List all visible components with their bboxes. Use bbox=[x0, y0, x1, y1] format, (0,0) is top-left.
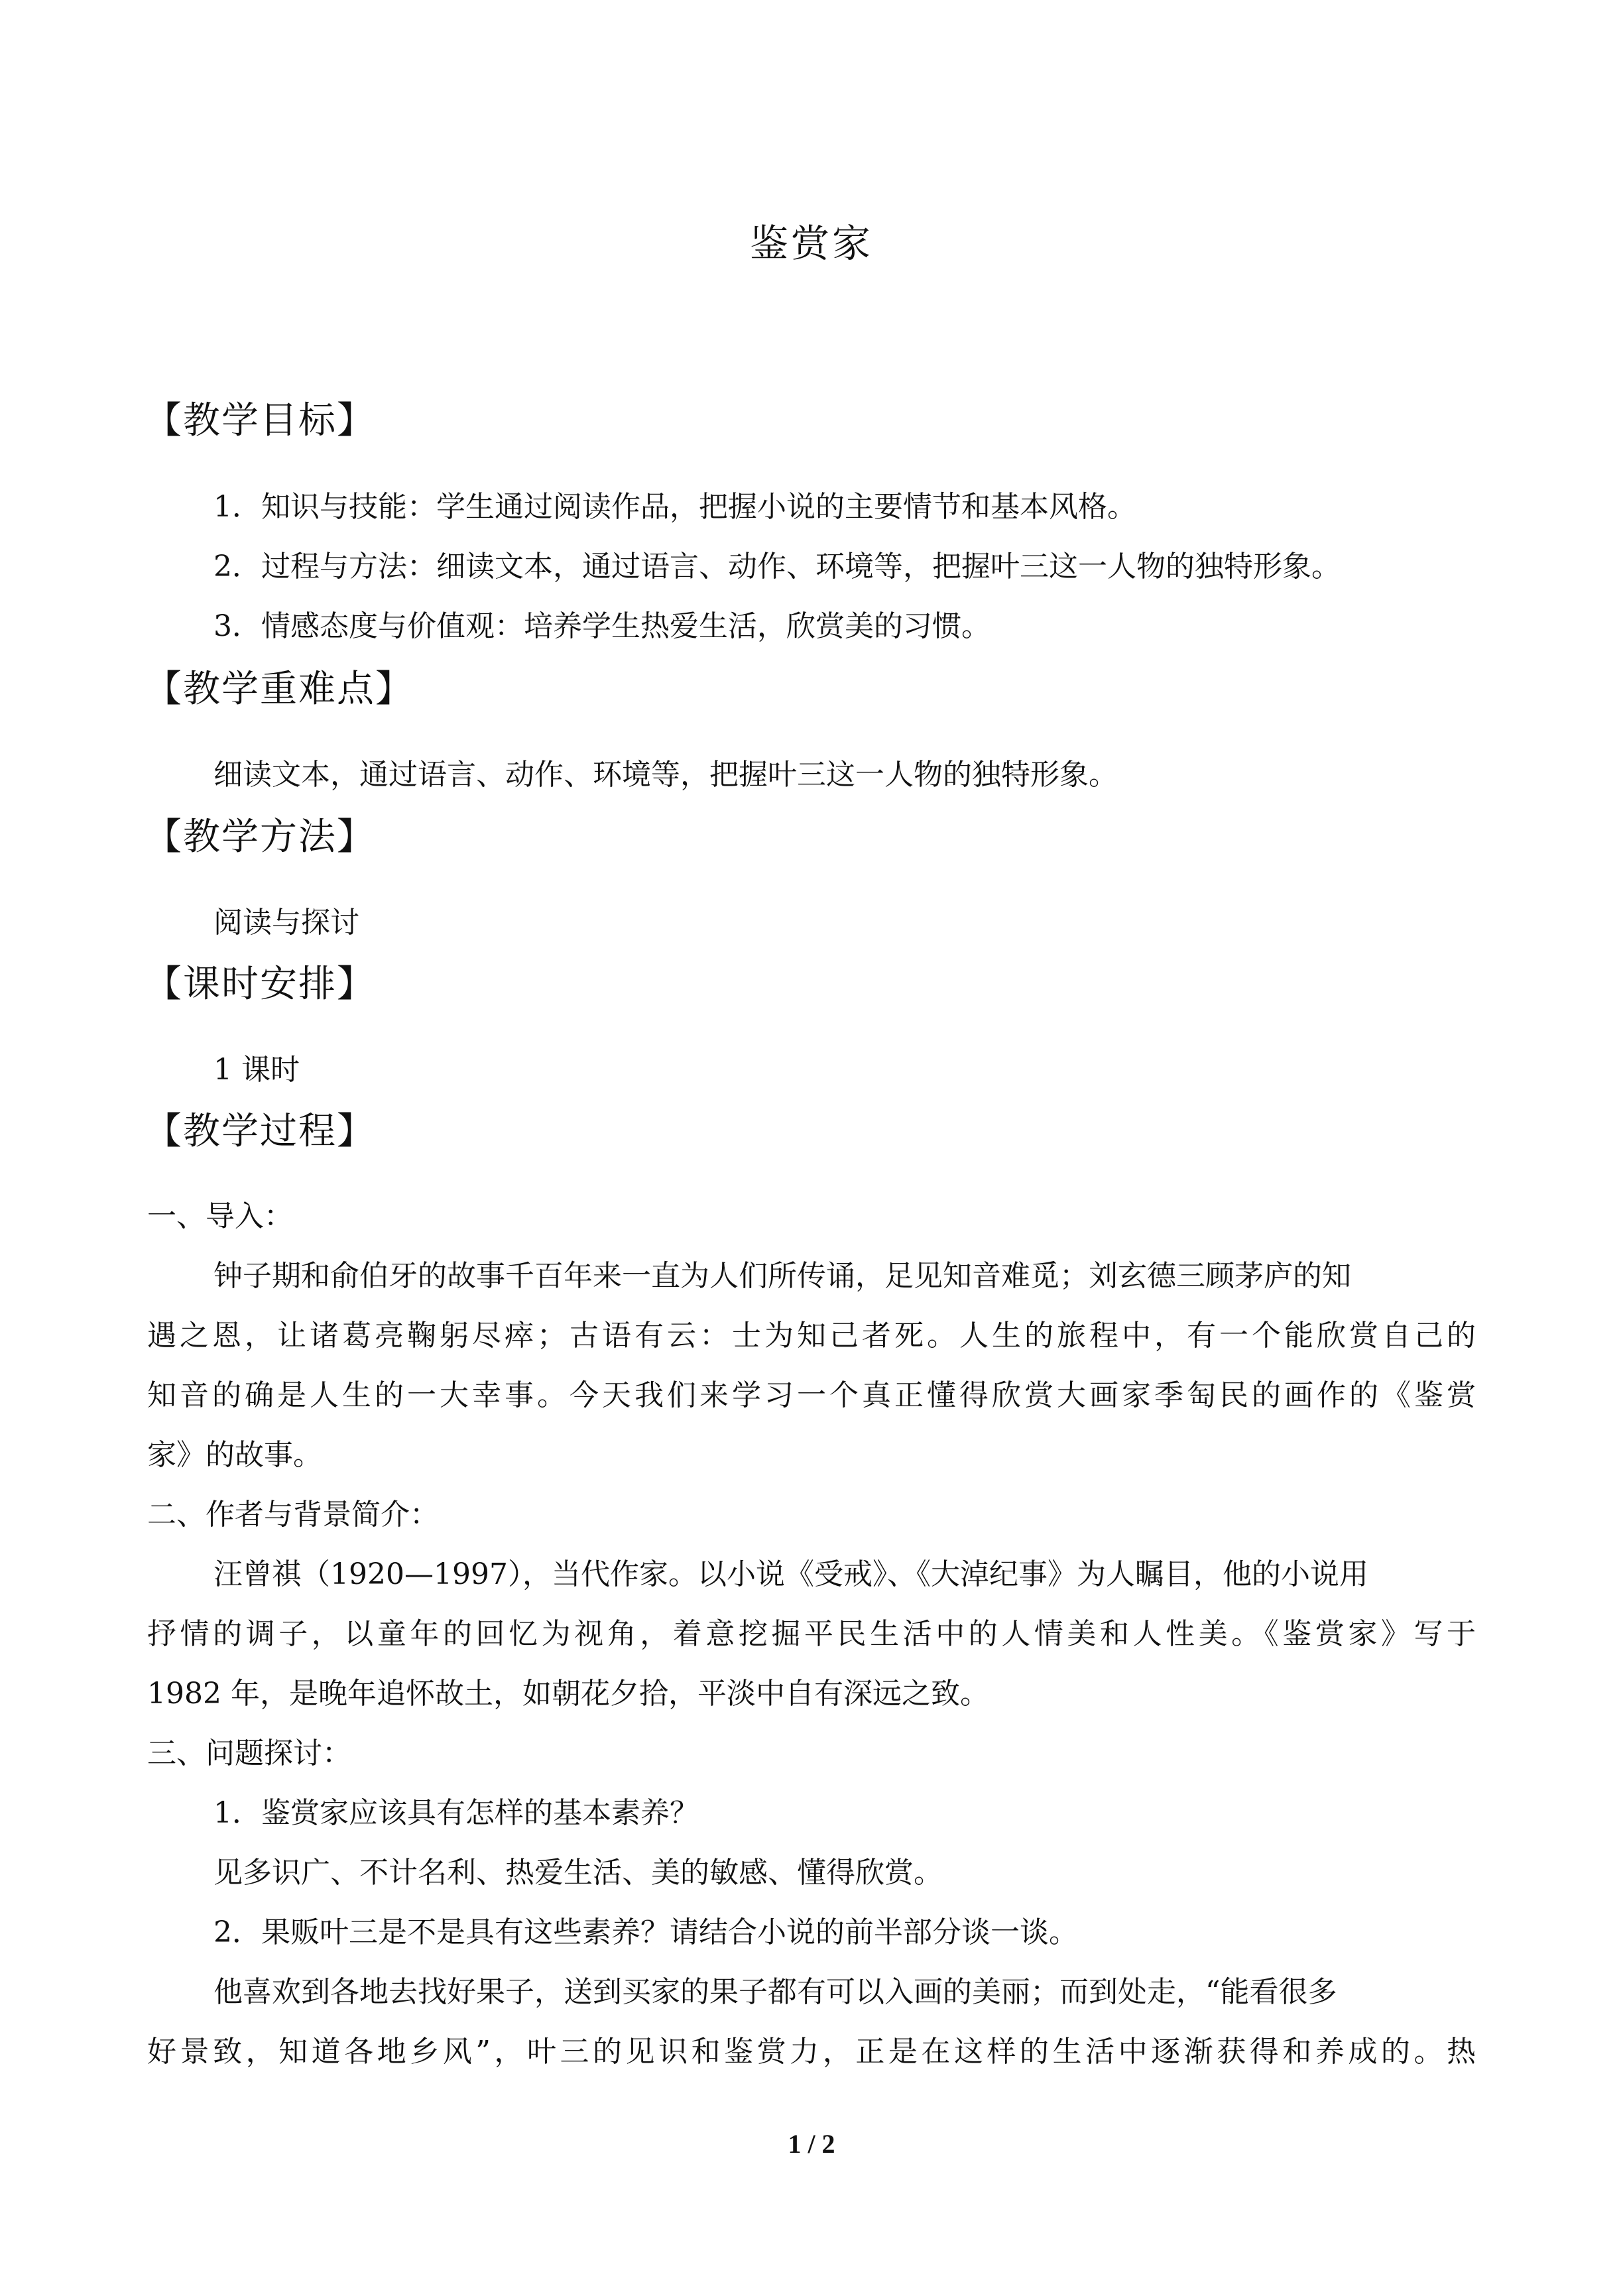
key-points-text: 细读文本，通过语言、动作、环境等，把握叶三这一人物的独特形象。 bbox=[213, 758, 1118, 792]
paragraph-line: 知音的确是人生的一大幸事。今天我们来学习一个真正懂得欣赏大画家季匋民的画作的《鉴赏 bbox=[147, 1378, 1476, 1412]
paragraph-line: 钟子期和俞伯牙的故事千百年来一直为人们所传诵，足见知音难觅；刘玄德三顾茅庐的知 bbox=[213, 1259, 1351, 1293]
process-heading-intro: 一、导入： bbox=[147, 1199, 293, 1233]
schedule-text: 1 课时 bbox=[213, 1053, 300, 1087]
paragraph-line: 家》的故事。 bbox=[147, 1438, 322, 1472]
question-2: 2．果贩叶三是不是具有这些素养？请结合小说的前半部分谈一谈。 bbox=[213, 1915, 1078, 1949]
section-heading-schedule: 【课时安排】 bbox=[145, 963, 375, 1006]
objective-item: 2．过程与方法：细读文本，通过语言、动作、环境等，把握叶三这一人物的独特形象。 bbox=[213, 550, 1341, 583]
paragraph-line: 遇之恩，让诸葛亮鞠躬尽瘁；古语有云：士为知己者死。人生的旅程中，有一个能欣赏自己的 bbox=[147, 1319, 1476, 1353]
answer-1: 见多识广、不计名利、热爱生活、美的敏感、懂得欣赏。 bbox=[213, 1856, 943, 1890]
section-heading-process: 【教学过程】 bbox=[145, 1110, 375, 1153]
page-title: 鉴赏家 bbox=[749, 221, 873, 266]
paragraph-line: 1982 年，是晚年追怀故土，如朝花夕拾，平淡中自有深远之致。 bbox=[147, 1677, 989, 1711]
section-heading-objectives: 【教学目标】 bbox=[145, 399, 375, 442]
methods-text: 阅读与探讨 bbox=[213, 906, 359, 939]
objective-item: 3．情感态度与价值观：培养学生热爱生活，欣赏美的习惯。 bbox=[213, 609, 991, 643]
section-heading-key-points: 【教学重难点】 bbox=[145, 668, 414, 711]
question-1: 1．鉴赏家应该具有怎样的基本素养？ bbox=[213, 1796, 699, 1830]
process-heading-author: 二、作者与背景简介： bbox=[147, 1498, 439, 1532]
paragraph-line: 好景致，知道各地乡风”，叶三的见识和鉴赏力，正是在这样的生活中逐渐获得和养成的。热 bbox=[147, 2035, 1476, 2069]
paragraph-line: 抒情的调子，以童年的回忆为视角，着意挖掘平民生活中的人情美和人性美。《鉴赏家》写于 bbox=[147, 1617, 1476, 1651]
paragraph-line: 他喜欢到各地去找好果子，送到买家的果子都有可以入画的美丽；而到处走，“能看很多 bbox=[213, 1975, 1337, 2009]
objective-item: 1．知识与技能：学生通过阅读作品，把握小说的主要情节和基本风格。 bbox=[213, 490, 1136, 524]
page-number: 1 / 2 bbox=[788, 2129, 835, 2159]
section-heading-methods: 【教学方法】 bbox=[145, 816, 375, 859]
process-heading-discussion: 三、问题探讨： bbox=[147, 1736, 351, 1770]
paragraph-line: 汪曾祺（1920—1997），当代作家。以小说《受戒》、《大淖纪事》为人瞩目，他的小说用 bbox=[213, 1557, 1368, 1591]
